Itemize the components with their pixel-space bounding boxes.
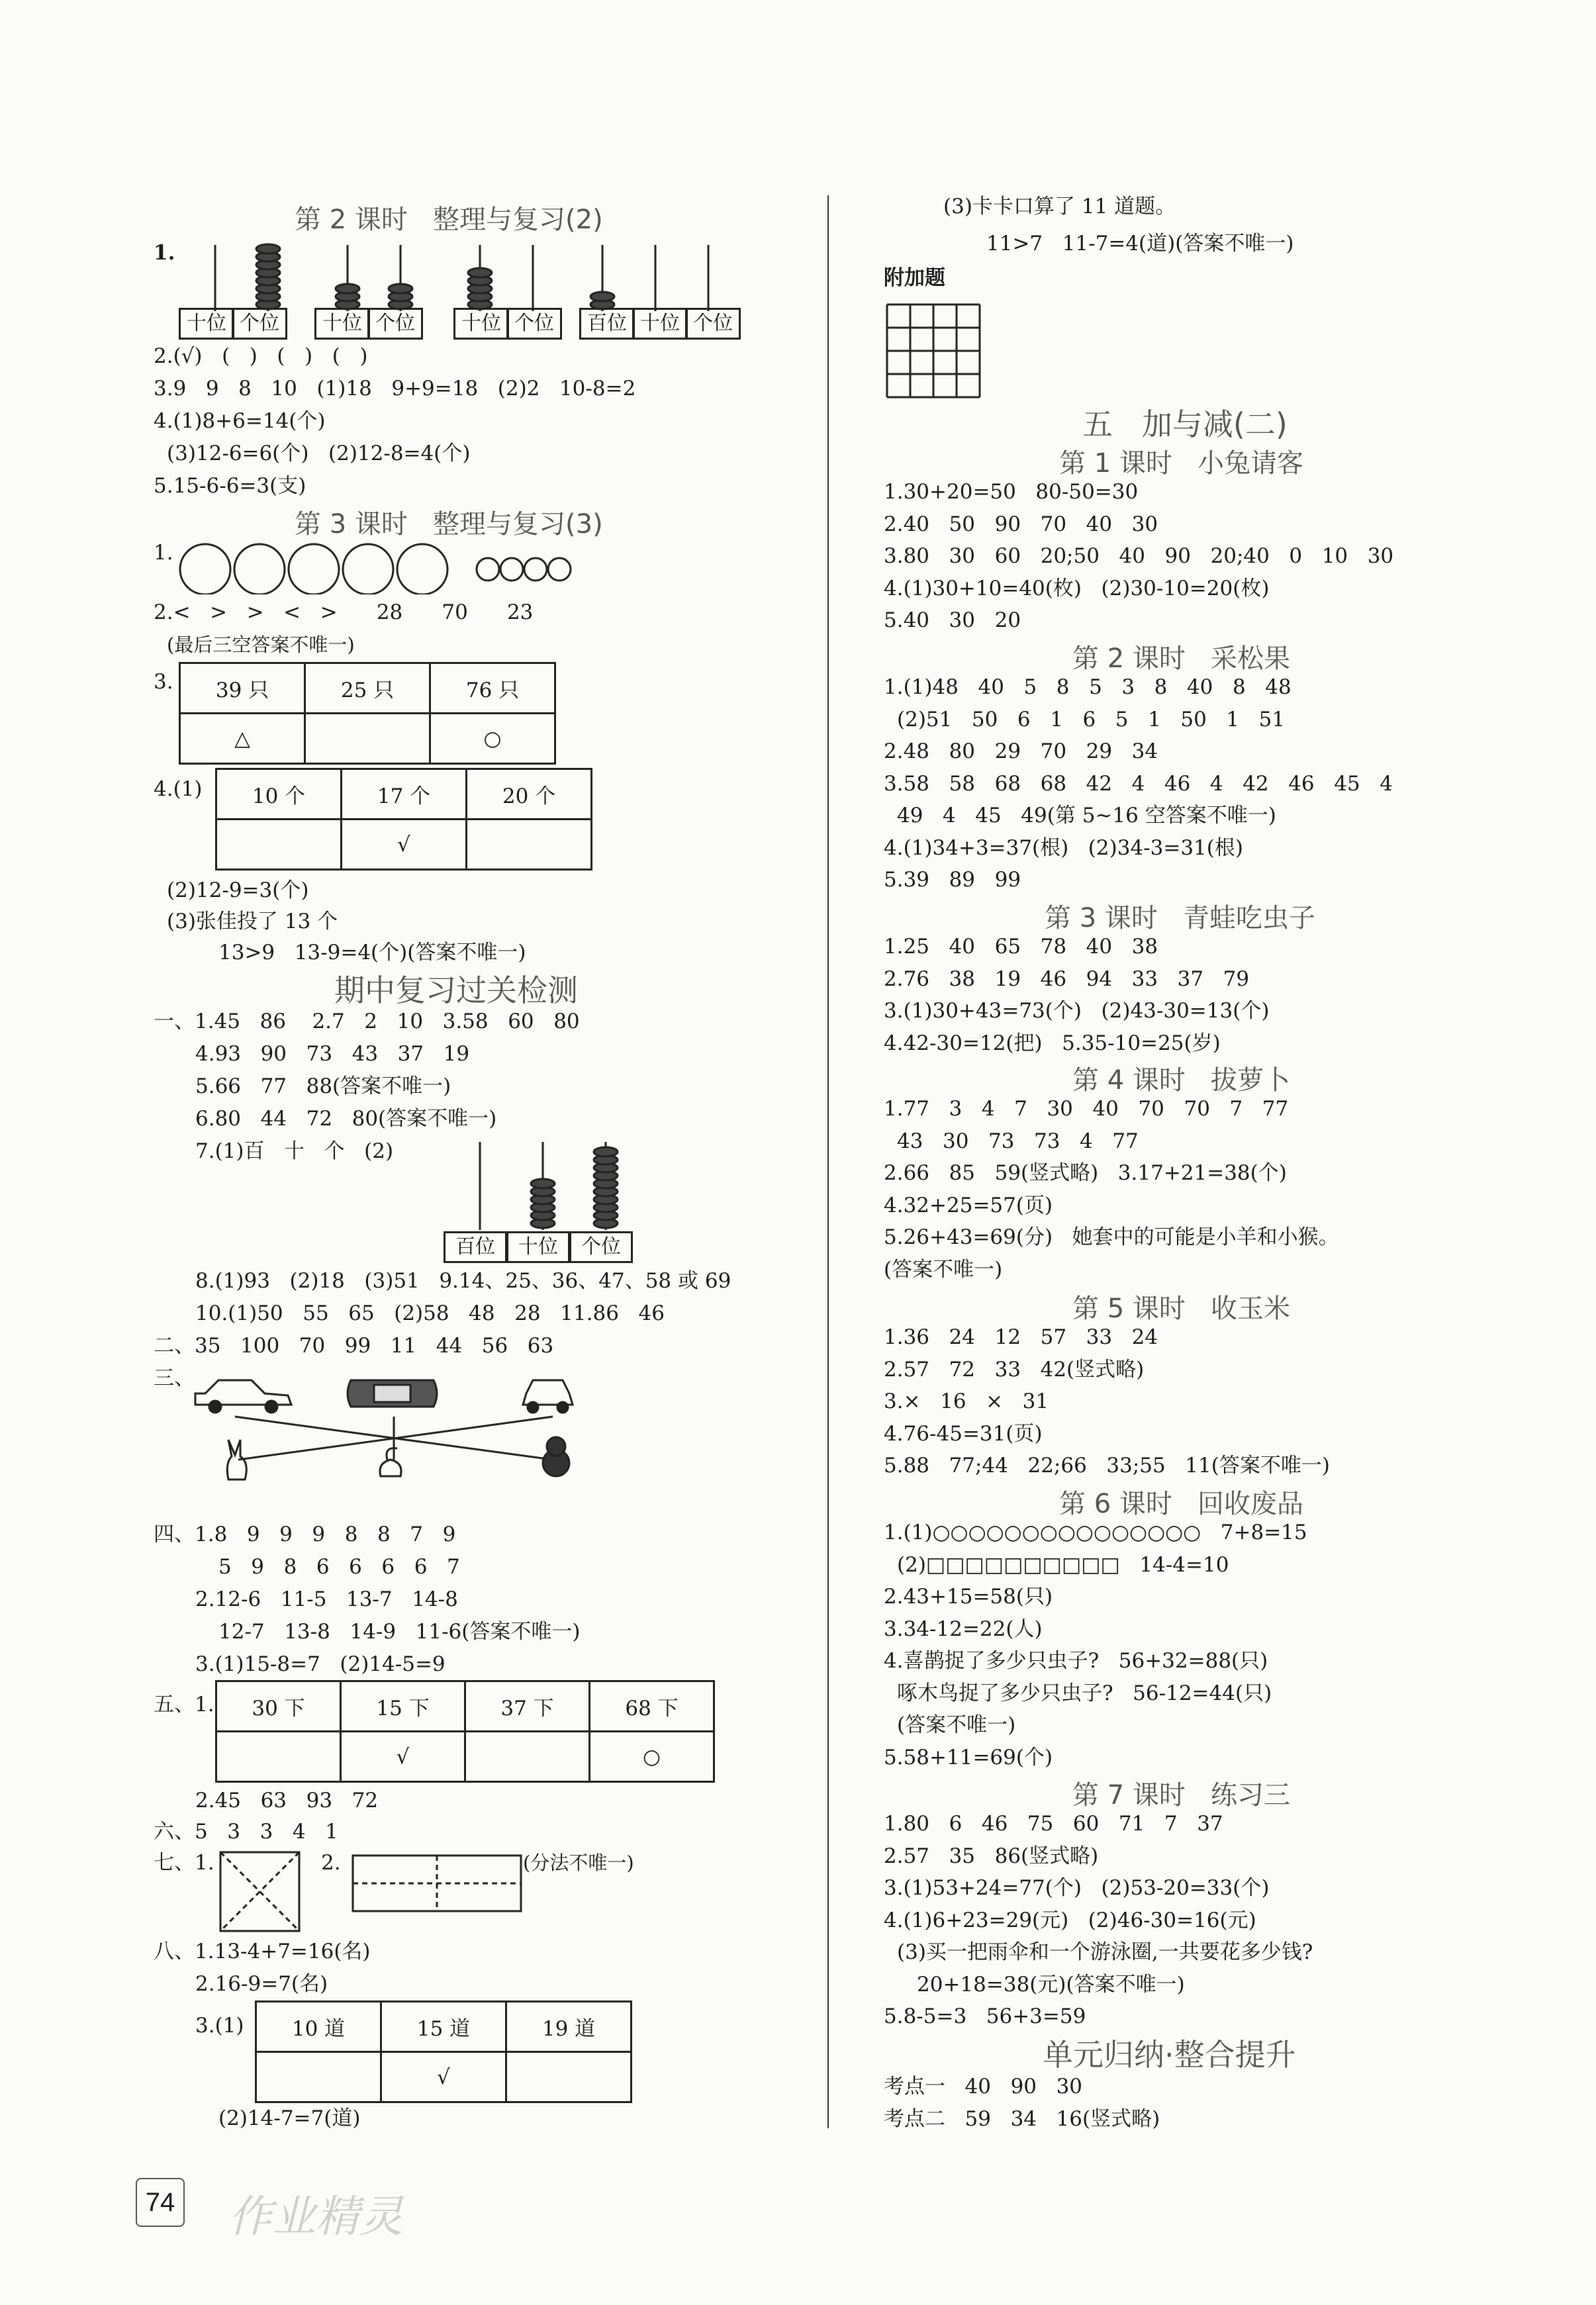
answer-line: 2.57 72 33 42(竖式略): [884, 1357, 1145, 1382]
answer-table: 30 下 15 下 37 下 68 下 √ ○: [215, 1680, 715, 1783]
answer-line: 4.42-30=12(把) 5.35-10=25(岁): [884, 1031, 1221, 1055]
answer-line: (3)12-6=6(个) (2)12-8=4(个): [167, 442, 471, 465]
place-label: 十位: [506, 1231, 570, 1263]
answer-line: 5.58+11=69(个): [884, 1745, 1053, 1769]
lesson3-heading: 第 3 课时 整理与复习(3): [295, 509, 603, 540]
lesson2-heading: 第 2 课时 整理与复习(2): [295, 205, 603, 235]
answer-line: 5.66 77 88(答案不唯一): [195, 1074, 451, 1098]
answer-line: 2.66 85 59(竖式略) 3.17+21=38(个): [884, 1161, 1287, 1185]
answer-line: 5.26+43=69(分) 她套中的可能是小羊和小猴。: [884, 1225, 1339, 1249]
circles-figure: [175, 541, 599, 594]
answer-line: (答案不唯一): [897, 1713, 1016, 1737]
question-number: 4.(1): [154, 777, 203, 801]
place-label: 个位: [569, 1231, 633, 1263]
answer-line: 3.58 58 68 68 42 4 46 4 42 46 45 4: [884, 771, 1393, 796]
answer-line: 八、1.13-4+7=16(名): [154, 1940, 371, 1963]
question-number: 五、1.: [154, 1693, 214, 1717]
answer-line: 四、1.8 9 9 9 8 8 7 9: [154, 1523, 456, 1546]
answer-line: 43 30 73 73 4 77: [897, 1129, 1139, 1153]
answer-line: (答案不唯一): [884, 1257, 1003, 1282]
answer-line: 六、5 3 3 4 1: [154, 1820, 338, 1844]
answer-line: 20+18=38(元)(答案不唯一): [917, 1972, 1185, 1997]
answer-line: 4.32+25=57(页): [884, 1193, 1053, 1217]
answer-line: (2)□□□□□□□□□□ 14-4=10: [897, 1552, 1229, 1577]
answer-line: 12-7 13-8 14-9 11-6(答案不唯一): [218, 1620, 581, 1644]
answer-line: (2)12-9=3(个): [167, 878, 309, 902]
question-number: 3.(1): [195, 2014, 244, 2038]
answer-line: 2.57 35 86(竖式略): [884, 1844, 1099, 1868]
answer-line: 13>9 13-9=4(个)(答案不唯一): [218, 941, 526, 964]
answer-line: 5.40 30 20: [884, 608, 1021, 632]
answer-line: (2)14-7=7(道): [218, 2106, 361, 2130]
answer-line: 5.88 77;44 22;66 33;55 11(答案不唯一): [884, 1454, 1330, 1478]
answer-line: 啄木鸟捉了多少只虫子? 56-12=44(只): [897, 1681, 1272, 1705]
midterm-heading: 期中复习过关检测: [334, 972, 578, 1008]
answer-table: 10 道 15 道 19 道 √: [255, 2000, 632, 2103]
answer-line: 3.(1)15-8=7 (2)14-5=9: [195, 1652, 446, 1676]
answer-line: 1.36 24 12 57 33 24: [884, 1325, 1158, 1349]
matching-figure: [189, 1364, 599, 1483]
place-label: 百位: [444, 1231, 507, 1263]
abacus-figures: [179, 238, 741, 318]
answer-line: 3.9 9 8 10 (1)18 9+9=18 (2)2 10-8=2: [154, 377, 636, 400]
answer-line: 1.30+20=50 80-50=30: [884, 480, 1139, 504]
answer-note: (最后三空答案不唯一): [167, 634, 355, 656]
answer-line: 6.80 44 72 80(答案不唯一): [195, 1107, 497, 1131]
bonus-title: 附加题: [884, 266, 945, 290]
place-label: 个位: [367, 308, 423, 340]
answer-line: 4.喜鹊捉了多少只虫子? 56+32=88(只): [884, 1649, 1268, 1673]
answer-line: 4.(1)34+3=37(根) (2)34-3=31(根): [884, 835, 1243, 860]
lesson-heading: 第 4 课时 拔萝卜: [1072, 1065, 1291, 1096]
answer-line: 二、35 100 70 99 11 44 56 63: [154, 1334, 554, 1358]
question-number: 1.: [154, 241, 175, 265]
page-number: 74: [136, 2178, 185, 2227]
place-label: 十位: [453, 308, 509, 340]
answer-line: 2.43+15=58(只): [884, 1585, 1053, 1609]
answer-line: 2.40 50 90 70 40 30: [884, 512, 1158, 536]
answer-table: 39 只 25 只 76 只 △ ○: [179, 662, 556, 765]
place-label: 十位: [632, 308, 688, 340]
answer-line: 5.39 89 99: [884, 868, 1021, 892]
answer-line: 2.45 63 93 72: [195, 1789, 379, 1812]
answer-line: 4.76-45=31(页): [884, 1421, 1043, 1446]
rect-division-figure: [351, 1854, 523, 1913]
answer-line: 3.80 30 60 20;50 40 90 20;40 0 10 30: [884, 544, 1394, 568]
answer-line: 3.(1)30+43=73(个) (2)43-30=13(个): [884, 999, 1270, 1023]
place-label: 个位: [685, 308, 741, 340]
lesson-heading: 第 2 课时 采松果: [1072, 643, 1291, 674]
place-label: 百位: [579, 308, 635, 340]
abacus-figure: [444, 1139, 642, 1231]
answer-line: 1.25 40 65 78 40 38: [884, 935, 1158, 959]
answer-line: 8.(1)93 (2)18 (3)51 9.14、25、36、47、58 或 69: [195, 1269, 731, 1293]
answer-line: 4.93 90 73 43 37 19: [195, 1042, 470, 1066]
answer-line: 7.(1)百 十 个 (2): [195, 1139, 394, 1163]
answer-line: 3.× 16 × 31: [884, 1389, 1049, 1413]
answer-line: 4.(1)8+6=14(个): [154, 409, 326, 433]
lesson-heading: 第 3 课时 青蛙吃虫子: [1045, 903, 1316, 933]
answer-line: 2.12-6 11-5 13-7 14-8: [195, 1587, 458, 1611]
answer-line: 4.(1)6+23=29(元) (2)46-30=16(元): [884, 1908, 1256, 1932]
answer-line: (2)51 50 6 1 6 5 1 50 1 51: [897, 707, 1286, 731]
answer-line: 2.(√) ( ) ( ) ( ): [154, 344, 368, 368]
answer-line: (3)买一把雨伞和一个游泳圈,一共要花多少钱?: [897, 1940, 1313, 1964]
answer-line: 3.34-12=22(人): [884, 1617, 1043, 1641]
answer-line: 1.(1)48 40 5 8 5 3 8 40 8 48: [884, 675, 1291, 699]
answer-note: (分法不唯一): [523, 1852, 634, 1874]
answer-line: 1.77 3 4 7 30 40 70 70 7 77: [884, 1097, 1289, 1121]
column-divider: [827, 195, 829, 2128]
answer-line: 1.80 6 46 75 60 71 7 37: [884, 1812, 1223, 1836]
place-label: 个位: [232, 308, 287, 340]
answer-table: 10 个 17 个 20 个 √: [215, 768, 592, 870]
answer-line: 10.(1)50 55 65 (2)58 48 28 11.86 46: [195, 1301, 665, 1325]
answer-line: (3)卡卡口算了 11 道题。: [943, 195, 1176, 218]
answer-line: (3)张佳投了 13 个: [167, 910, 338, 933]
answer-line: 考点一 40 90 30: [884, 2075, 1083, 2098]
place-label: 十位: [179, 308, 234, 340]
answer-line: 5.8-5=3 56+3=59: [884, 2004, 1086, 2028]
question-number: 三、: [154, 1366, 195, 1390]
answer-line: 5 9 8 6 6 6 6 7: [218, 1555, 460, 1579]
place-label: 个位: [506, 308, 562, 340]
question-number: 2.: [321, 1851, 341, 1875]
place-label: 十位: [314, 308, 370, 340]
question-number: 1.: [154, 541, 173, 565]
lesson-heading: 第 1 课时 小兔请客: [1059, 448, 1304, 479]
answer-line: 2.16-9=7(名): [195, 1972, 328, 1996]
answer-line: 考点二 59 34 16(竖式略): [884, 2107, 1160, 2131]
watermark: 作业精灵: [228, 2191, 403, 2242]
answer-line: 49 4 45 49(第 5~16 空答案不唯一): [897, 804, 1276, 827]
answer-line: 2.76 38 19 46 94 33 37 79: [884, 966, 1250, 991]
answer-line: 一、1.45 86 2.7 2 10 3.58 60 80: [154, 1010, 580, 1033]
question-number: 七、1.: [154, 1851, 214, 1875]
summary-heading: 单元归纳·整合提升: [1043, 2037, 1296, 2073]
answer-line: 3.(1)53+24=77(个) (2)53-20=33(个): [884, 1876, 1270, 1900]
lesson-heading: 第 6 课时 回收废品: [1059, 1489, 1304, 1519]
lesson-heading: 第 7 课时 练习三: [1072, 1780, 1291, 1811]
unit5-heading: 五 加与减(二): [1082, 406, 1288, 442]
answer-line: 2.< > > < > 28 70 23: [154, 600, 534, 624]
answer-line: 11>7 11-7=4(道)(答案不唯一): [986, 232, 1294, 256]
question-number: 3.: [154, 670, 173, 694]
answer-line: 1.(1)○○○○○○○○○○○○○○○ 7+8=15: [884, 1521, 1307, 1544]
lesson-heading: 第 5 课时 收玉米: [1072, 1294, 1291, 1324]
answer-line: 5.15-6-6=3(支): [154, 474, 306, 498]
answer-line: 2.48 80 29 70 29 34: [884, 739, 1158, 763]
grid-figure: [880, 301, 986, 407]
square-division-figure: [218, 1850, 301, 1933]
answer-line: 4.(1)30+10=40(枚) (2)30-10=20(枚): [884, 576, 1270, 600]
